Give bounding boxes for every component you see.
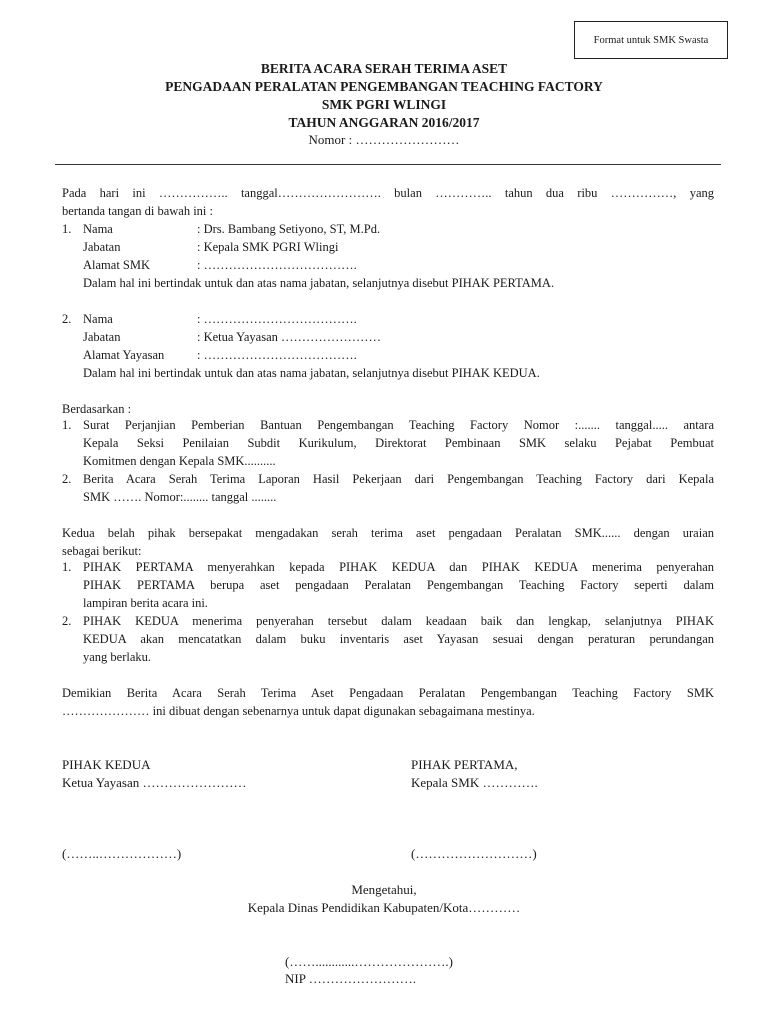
education-head-role: Kepala Dinas Pendidikan Kabupaten/Kota…………	[247, 900, 521, 915]
party1-position-label: Jabatan	[83, 240, 121, 254]
party2-address-value: : ……………………………….	[197, 348, 357, 362]
basis-item-line: Komitmen dengan Kepala SMK..........	[83, 454, 276, 468]
party1-description: Dalam hal ini bertindak untuk dan atas nama jabatan, selanjutnya disebut PIHAK PERTAMA.	[83, 276, 555, 290]
party1-address-label: Alamat SMK	[83, 258, 151, 272]
format-note: Format untuk SMK Swasta	[593, 34, 709, 46]
signature-left-role: Ketua Yayasan ……………………	[62, 775, 247, 790]
intro-line: Pada hari ini …………….. tanggal……………………. bulan ………….. tahun dua ribu ……………, yang	[62, 186, 714, 200]
party2-name-value: : ……………………………….	[197, 312, 357, 326]
party2-address-label: Alamat Yayasan	[83, 348, 165, 362]
acknowledged-label: Mengetahui,	[351, 882, 417, 897]
education-head-name: (……............………………….)	[285, 954, 453, 969]
school-name: SMK PGRI WLINGI	[321, 97, 447, 112]
party1-name-label: Nama	[83, 222, 113, 236]
basis-item-line: SMK ……. Nomor:........ tanggal ........	[83, 490, 277, 504]
basis-heading: Berdasarkan :	[62, 402, 132, 416]
party1-address-value: : ……………………………….	[197, 258, 357, 272]
closing-line: ………………… ini dibuat dengan sebenarnya untuk dapat digunakan sebagaimana mestinya.	[62, 704, 535, 718]
agreement-item-line: yang berlaku.	[83, 650, 152, 664]
basis-item-line: Surat Perjanjian Pemberian Bantuan Pengembangan Teaching Factory Nomor :....... tanggal..... antara	[83, 418, 714, 432]
agreement-item-number: 1.	[62, 560, 72, 574]
agreement-item-number: 2.	[62, 614, 72, 628]
party1-position-value: : Kepala SMK PGRI Wlingi	[197, 240, 339, 254]
agreement-item-line: lampiran berita acara ini.	[83, 596, 208, 610]
party2-description: Dalam hal ini bertindak untuk dan atas nama jabatan, selanjutnya disebut PIHAK KEDUA.	[83, 366, 540, 380]
party2-name-label: Nama	[83, 312, 113, 326]
signature-left-title: PIHAK KEDUA	[62, 757, 151, 772]
doc-title: BERITA ACARA SERAH TERIMA ASET	[260, 61, 508, 76]
doc-number: Nomor : ……………………	[308, 132, 460, 147]
signature-right-role: Kepala SMK ………….	[411, 775, 538, 790]
closing-line: Demikian Berita Acara Serah Terima Aset Pengadaan Peralatan Pengembangan Teaching Factory SMK	[62, 686, 714, 700]
intro-line: bertanda tangan di bawah ini :	[62, 204, 213, 218]
party1-name-value: : Drs. Bambang Setiyono, ST, M.Pd.	[197, 222, 381, 236]
agreement-intro: sebagai berikut:	[62, 544, 142, 558]
party2-number: 2.	[62, 312, 72, 326]
basis-item-number: 1.	[62, 418, 72, 432]
format-note-box	[574, 21, 728, 59]
basis-item-line: Berita Acara Serah Terima Laporan Hasil Pekerjaan dari Pengembangan Teaching Factory dari Kepala	[83, 472, 714, 486]
agreement-item-line: PIHAK PERTAMA menyerahkan kepada PIHAK KEDUA dan PIHAK KEDUA menerima penyerahan	[83, 560, 714, 574]
fiscal-year: TAHUN ANGGARAN 2016/2017	[288, 115, 480, 130]
agreement-intro: Kedua belah pihak bersepakat mengadakan serah terima aset pengadaan Peralatan SMK...... dengan uraian	[62, 526, 714, 540]
signature-left-name: (……..………………)	[62, 846, 182, 861]
signature-right-name: (………………………)	[411, 846, 537, 861]
education-head-nip: NIP …………………….	[285, 971, 416, 986]
party2-position-value: : Ketua Yayasan ……………………	[197, 330, 382, 344]
agreement-item-line: PIHAK PERTAMA berupa aset pengadaan Peralatan Pengembangan Teaching Factory seperti dalam	[83, 578, 714, 592]
agreement-item-line: KEDUA akan mencatatkan dalam buku inventaris aset Yayasan sesuai dengan peraturan perundangan	[83, 632, 714, 646]
header-divider	[55, 164, 721, 165]
party2-position-label: Jabatan	[83, 330, 121, 344]
doc-subtitle: PENGADAAN PERALATAN PENGEMBANGAN TEACHING FACTORY	[165, 79, 603, 94]
basis-item-line: Kepala Seksi Penilaian Subdit Kurikulum, Direktorat Pembinaan SMK selaku Pejabat Pembuat	[83, 436, 714, 450]
party1-number: 1.	[62, 222, 72, 236]
signature-right-title: PIHAK PERTAMA,	[411, 757, 518, 772]
basis-item-number: 2.	[62, 472, 72, 486]
agreement-item-line: PIHAK KEDUA menerima penyerahan tersebut dalam keadaan baik dan lengkap, selanjutnya PIHAK	[83, 614, 714, 628]
